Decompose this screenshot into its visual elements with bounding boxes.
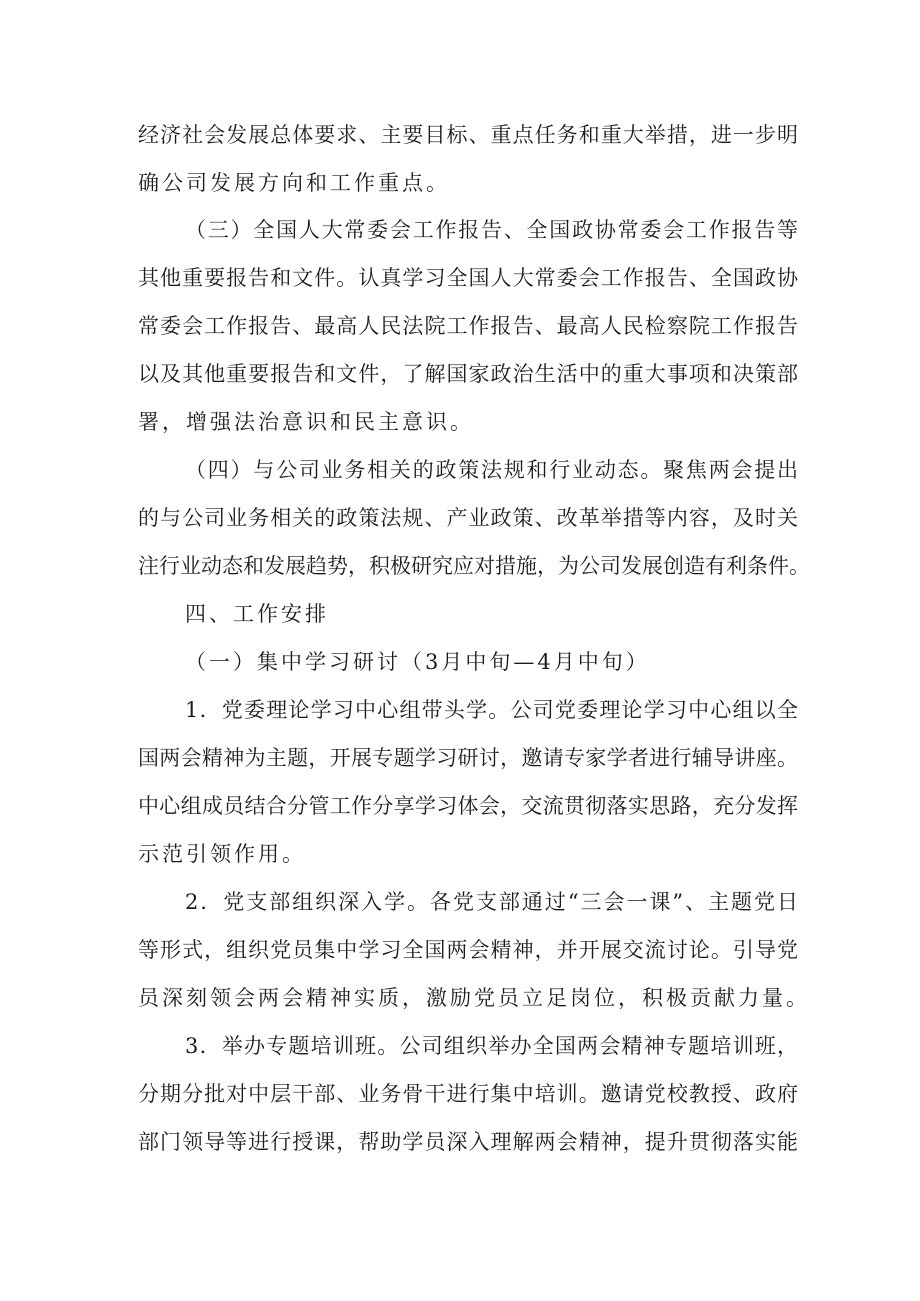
body-text-line: 国两会精神为主题，开展专题学习研讨，邀请专家学者进行辅导讲座。 (138, 746, 798, 770)
chapter-heading-work-arrangement: 四、工作安排 (185, 602, 329, 626)
body-text-line: 署，增强法治意识和民主意识。 (138, 410, 474, 434)
item-two-heading: 2．党支部组织深入学。各党支部通过“三会一课”、主题党日 (185, 890, 798, 914)
item-one-heading: 1．党委理论学习中心组带头学。公司党委理论学习中心组以全 (185, 698, 798, 722)
body-text-line: 经济社会发展总体要求、主要目标、重点任务和重大举措，进一步明 (138, 123, 798, 147)
body-text-line: 注行业动态和发展趋势，积极研究应对措施，为公司发展创造有利条件。 (138, 554, 810, 578)
body-text-line: 常委会工作报告、最高人民法院工作报告、最高人民检察院工作报告 (138, 314, 798, 338)
body-text-line: 等形式，组织党员集中学习全国两会精神，并开展交流讨论。引导党 (138, 938, 798, 962)
section-heading-three: （三）全国人大常委会工作报告、全国政协常委会工作报告等 (185, 218, 798, 242)
body-text-line: 中心组成员结合分管工作分享学习体会，交流贯彻落实思路，充分发挥 (138, 794, 798, 818)
body-text-line: 员深刻领会两会精神实质，激励党员立足岗位，积极贡献力量。 (138, 986, 810, 1010)
item-three-heading: 3．举办专题培训班。公司组织举办全国两会精神专题培训班， (185, 1034, 798, 1058)
body-text-line: 以及其他重要报告和文件，了解国家政治生活中的重大事项和决策部 (138, 362, 798, 386)
body-text-line: 的与公司业务相关的政策法规、产业政策、改革举措等内容，及时关 (138, 506, 798, 530)
body-text-line: 其他重要报告和文件。认真学习全国人大常委会工作报告、全国政协 (138, 266, 798, 290)
subsection-heading-one: （一）集中学习研讨（3月中旬—4月中旬） (185, 650, 650, 674)
section-heading-four: （四）与公司业务相关的政策法规和行业动态。聚焦两会提出 (185, 458, 798, 482)
body-text-line: 示范引领作用。 (138, 842, 306, 866)
body-text-line: 部门领导等进行授课，帮助学员深入理解两会精神，提升贯彻落实能 (138, 1130, 798, 1154)
body-text-line: 分期分批对中层干部、业务骨干进行集中培训。邀请党校教授、政府 (138, 1082, 798, 1106)
body-text-line: 确公司发展方向和工作重点。 (138, 171, 450, 195)
